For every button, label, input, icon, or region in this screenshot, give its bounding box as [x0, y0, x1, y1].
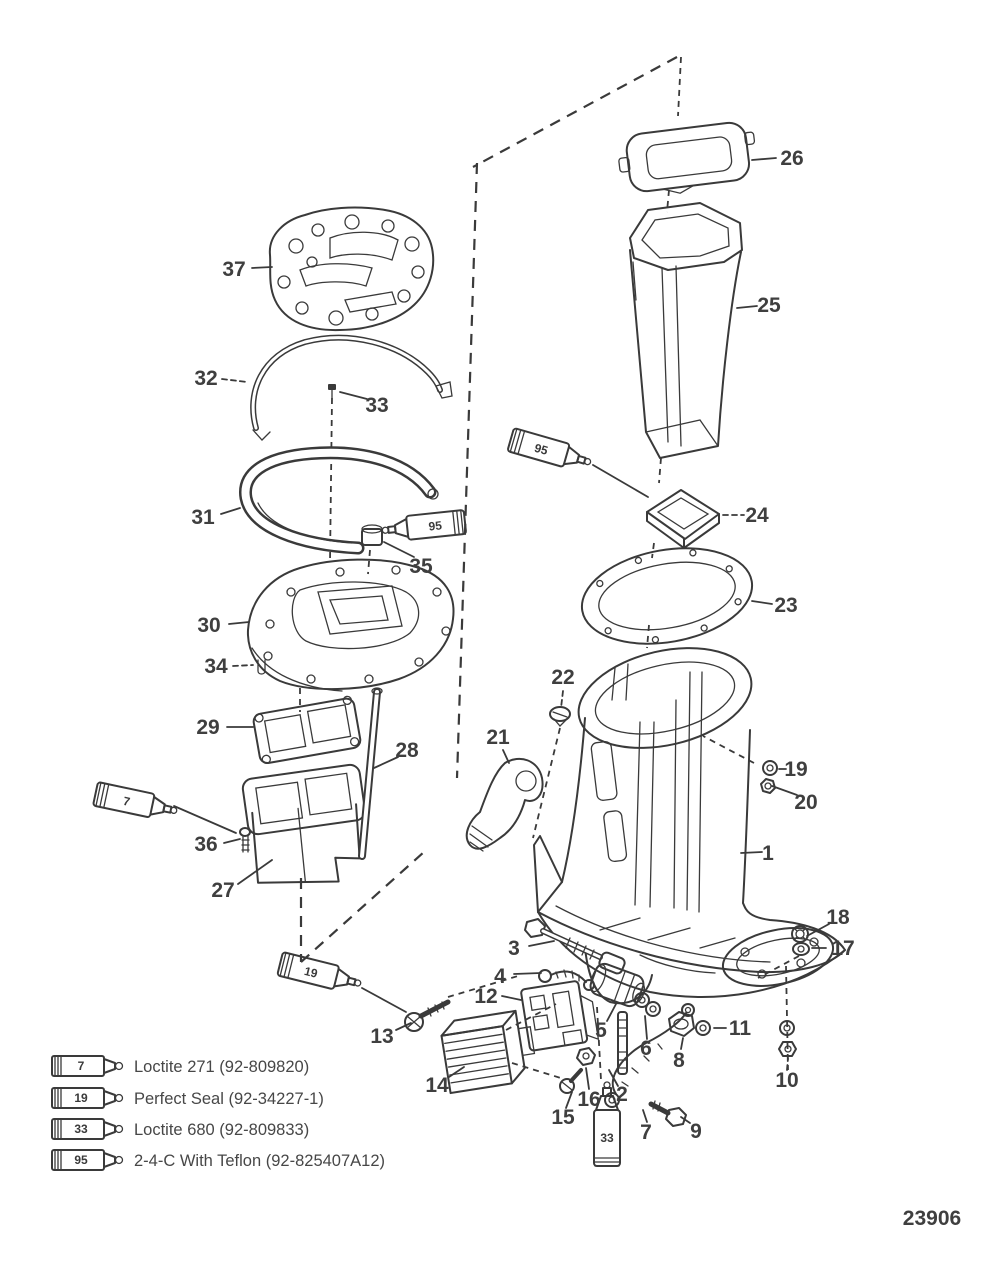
- callout-27: 27: [211, 879, 235, 902]
- part-19-washer: [763, 761, 777, 775]
- callout-32: 32: [194, 367, 218, 390]
- part-16-nut: [577, 1048, 595, 1065]
- callout-37: 37: [222, 258, 246, 281]
- tube-19-perfect-seal: [277, 952, 363, 995]
- callout-15: 15: [551, 1106, 575, 1129]
- part-25-extension-tube: [630, 203, 742, 458]
- callout-2: 2: [616, 1083, 628, 1106]
- part-4-wire: [539, 970, 594, 990]
- part-23-gasket: [574, 536, 759, 656]
- callout-30: 30: [197, 614, 221, 637]
- legend-row-loctite-680: [52, 1119, 309, 1139]
- callout-6: 6: [640, 1037, 652, 1060]
- legend-row-loctite-271: [52, 1056, 309, 1076]
- callout-12: 12: [474, 985, 498, 1008]
- tube-7-loctite: [93, 782, 179, 823]
- part-31-seal: [245, 453, 438, 548]
- callout-20: 20: [794, 791, 818, 814]
- tube-95-upper-2-4-c: [507, 428, 593, 474]
- callout-21: 21: [486, 726, 510, 749]
- tube-95-mid-label: 95: [427, 518, 443, 534]
- legend-code-19: 19: [74, 1091, 88, 1105]
- part-11-washer: [696, 1021, 710, 1035]
- callout-28: 28: [395, 739, 419, 762]
- callout-5: 5: [595, 1019, 607, 1042]
- part-13-fitting: [405, 1002, 448, 1031]
- construction-lines: [300, 57, 799, 1080]
- callout-24: 24: [745, 504, 769, 527]
- callout-labels: [191, 147, 854, 1144]
- legend-row-2-4-c: [52, 1150, 385, 1170]
- callout-17: 17: [831, 937, 855, 960]
- callout-8: 8: [673, 1049, 685, 1072]
- part-21-lever: [467, 759, 543, 851]
- drawing-number: 23906: [902, 1207, 962, 1230]
- tube-95-upper-label: 95: [532, 440, 550, 458]
- part-29-gasket: [252, 695, 361, 764]
- callout-13: 13: [370, 1025, 394, 1048]
- legend-code-95: 95: [74, 1153, 88, 1167]
- tube-7-label: 7: [121, 793, 132, 809]
- callout-35: 35: [409, 555, 433, 578]
- legend-code-33: 33: [74, 1122, 88, 1136]
- callout-3: 3: [508, 937, 520, 960]
- callout-25: 25: [757, 294, 781, 317]
- part-28-water-tube: [362, 688, 382, 856]
- callout-29: 29: [196, 716, 220, 739]
- callout-26: 26: [780, 147, 804, 170]
- callout-33: 33: [365, 394, 389, 417]
- part-30-adapter-plate: [248, 560, 454, 691]
- legend-label-loctite-680: Loctite 680 (92-809833): [134, 1121, 310, 1139]
- callout-22: 22: [551, 666, 575, 689]
- part-14-anode: [439, 1009, 538, 1093]
- legend-label-2-4-c: 2-4-C With Teflon (92-825407A12): [134, 1152, 385, 1170]
- tube-33-label: 33: [600, 1131, 614, 1145]
- legend: [52, 1056, 385, 1170]
- callout-9: 9: [690, 1120, 702, 1143]
- callout-18: 18: [826, 906, 850, 929]
- callout-14: 14: [425, 1074, 449, 1097]
- tube-95-mid-2-4-c: [381, 510, 466, 543]
- part-32-gasket: [253, 338, 452, 440]
- callout-19: 19: [784, 758, 808, 781]
- callout-10: 10: [775, 1069, 799, 1092]
- legend-row-perfect-seal: [52, 1088, 324, 1108]
- legend-code-7: 7: [77, 1059, 85, 1073]
- part-9-bolt: [651, 1101, 686, 1126]
- callout-31: 31: [191, 506, 215, 529]
- callout-36: 36: [194, 833, 218, 856]
- legend-label-loctite-271: Loctite 271 (92-809820): [134, 1058, 310, 1076]
- callout-1: 1: [762, 842, 774, 865]
- callout-34: 34: [204, 655, 228, 678]
- callout-16: 16: [577, 1088, 601, 1111]
- part-17-washer: [793, 943, 809, 955]
- part-37-exhaust-plate-gasket: [270, 208, 433, 331]
- callout-23: 23: [774, 594, 798, 617]
- callout-4: 4: [494, 965, 506, 988]
- part-22-plug-screw: [550, 707, 570, 726]
- part-26-gasket: [616, 120, 760, 200]
- callout-7: 7: [640, 1121, 652, 1144]
- part-33-screw: [328, 384, 336, 398]
- legend-label-perfect-seal: Perfect Seal (92-34227-1): [134, 1090, 324, 1108]
- callout-11: 11: [728, 1017, 752, 1040]
- part-35-bushing: [362, 525, 382, 545]
- tube-19-label: 19: [302, 963, 320, 981]
- part-36-screw: [240, 828, 250, 852]
- part-27-exhaust-tube: [242, 764, 375, 893]
- part-24-seal: [647, 490, 719, 548]
